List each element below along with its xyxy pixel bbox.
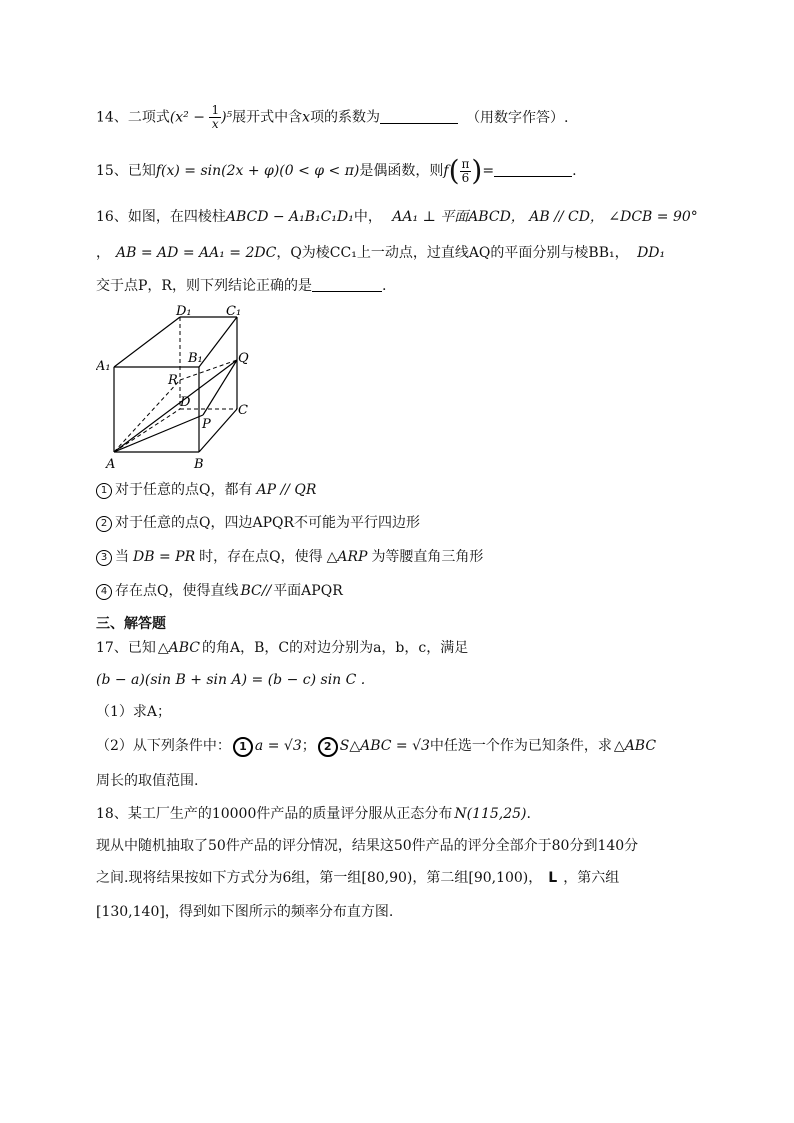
q16-option-2 [96,513,420,533]
option-mark-3: 3 [96,550,112,566]
q17-cond-mark-1: 1 [233,737,253,757]
q17-sep: ； [301,738,316,754]
option-1-text: 对于任意的点Q，都有 [115,482,253,498]
label-B1: B₁ [188,351,203,366]
q14-frac-den: x [211,117,219,131]
label-B: B [194,457,204,472]
q16-l3-end: . [381,278,387,294]
q15-end: . [572,163,577,179]
q18-line-1 [96,804,531,824]
q18-l3-c: ，第六组 [563,870,620,886]
q18-l3-b: L [548,870,558,886]
q14-fraction [209,104,221,131]
q17-line-2 [96,670,365,690]
option-3-text: 当 [115,549,129,565]
q18-line-2 [96,836,638,856]
q17-line-1 [96,638,468,658]
q16-l1-c: 中， [353,209,382,225]
q16-answer-blank[interactable] [312,277,382,292]
label-A: A [106,457,116,472]
q14-frac-num: 1 [211,103,220,117]
q16-l2-c: ， [276,245,291,261]
q16-option-3 [96,547,483,567]
q17-cond-1: a = √3 [254,738,302,754]
q16-option-4 [96,581,343,601]
label-A1: A₁ [96,359,111,374]
option-3-text2: 时，存在点Q，使得 [199,549,323,565]
q14-number: 14、 [96,109,128,126]
q15-number: 15、 [96,163,128,179]
q17-part2-b: 中任选一个作为已知条件，求 [429,738,612,754]
option-mark-1: 1 [96,483,112,499]
q15-func: f(x) = sin(2x + φ)(0 < φ < π) [155,163,360,179]
option-3-math: DB = PR [133,549,196,565]
section-heading: 三、解答题 [96,616,166,632]
q18-l3-a: 之间.现将结果按如下方式分为6组，第一组[80,90)，第二组[90,100)， [96,870,543,886]
q14-post: 项的系数为 [310,109,381,126]
q16-l1-f: ∠DCB = 90° [608,209,698,225]
q18-l2: 现从中随机抽取了50件产品的评分情况，结果这50件产品的评分全部介于80分到140分 [96,838,639,854]
q14-prefix: 二项式 [127,109,170,126]
q15-frac-den: 6 [461,170,470,185]
option-mark-4: 4 [96,584,112,600]
edge-B1C1 [199,317,237,367]
q14-mid: 展开式中含 [232,109,303,126]
option-4-text2: 平面APQR [273,583,343,599]
q18-line-3 [96,868,619,888]
q16-l1-e: AB // CD， [529,209,604,225]
q14-var: x [302,109,311,126]
q16-l1-a: 16、如图，在四棱柱 [96,209,226,225]
q15-answer-blank[interactable] [494,162,572,177]
q16-l2-b: AB = AD = AA₁ = 2DC [116,245,277,261]
q17-line-last [96,771,198,791]
option-3-math2: △ARP [326,549,368,565]
q15-paren-left: ( [448,154,460,187]
q15-mid: 是偶函数，则 [359,163,444,179]
q14-expr-exp: )⁵ [221,109,233,126]
label-P: P [202,417,211,432]
q14-answer-blank[interactable] [380,109,458,124]
q15-paren-right: ) [471,154,483,187]
q17-cond-2: S△ABC = √3 [339,738,430,754]
q16-l2-a: ， [96,245,110,261]
q14-tail: （用数字作答）. [466,109,569,126]
edge-A1D1 [114,317,180,367]
option-3-text3: 为等腰直角三角形 [371,549,484,565]
label-D: D [180,395,191,410]
q17-l1-b: △ABC [157,640,200,656]
q16-l3-a: 交于点P，R，则下列结论正确的是 [96,278,312,294]
option-1-math: AP // QR [256,482,317,498]
prism-figure [96,302,266,474]
q15-eq: = [482,163,495,179]
q17-part-2 [96,736,656,757]
question-14 [96,104,569,131]
segment-AP [114,415,203,452]
q16-l2-e: DD₁ [637,245,666,261]
q17-last-text: 周长的取值范围. [96,773,199,789]
q18-line-4 [96,902,393,922]
q17-part1-text: （1）求A； [96,704,172,720]
q18-l1-b: N(115,25) [454,806,527,822]
q17-part2-a: （2）从下列条件中： [96,738,231,754]
label-R: R [168,373,178,388]
q15-prefix: 已知 [127,163,156,179]
q16-l2-d: Q为棱CC₁上一动点，过直线AQ的平面分别与棱BB₁， [290,245,629,261]
q15-f: f [443,163,449,179]
label-D1: D₁ [176,304,192,319]
q18-l1-c: . [526,806,531,822]
option-mark-2: 2 [96,516,112,532]
q15-frac-num: π [461,156,470,171]
q15-fraction [460,158,472,185]
option-4-text: 存在点Q，使得直线 [115,583,239,599]
segment-PQ [203,360,237,415]
label-C: C [238,403,248,418]
q16-line-3 [96,276,386,296]
q17-cond-mark-2: 2 [318,737,338,757]
q14-expr-base: (x² − [169,109,210,126]
label-C1: C₁ [226,304,242,319]
q17-l1-c: 的角A，B，C的对边分别为a，b，c，满足 [201,640,469,656]
q16-line-1 [96,207,698,227]
q17-equation: (b − a)(sin B + sin A) = (b − c) sin C . [96,672,366,688]
label-Q: Q [238,351,249,366]
q17-part2-m3: △ABC [613,738,657,754]
q16-l1-b: ABCD − A₁B₁C₁D₁ [225,209,354,225]
q17-part-1 [96,702,171,722]
q16-l1-d: AA₁ ⊥ 平面ABCD， [392,209,525,225]
q16-line-2 [96,243,665,263]
option-4-math: BC// [240,583,272,599]
option-2-text: 对于任意的点Q，四边APQR不可能为平行四边形 [115,515,421,531]
question-15 [96,154,577,187]
q18-l1-a: 18、某工厂生产的10000件产品的质量评分服从正态分布 [96,806,453,822]
q18-l4: [130,140]，得到如下图所示的频率分布直方图. [96,904,394,920]
q16-option-1 [96,480,316,500]
q17-l1-a: 17、已知 [96,640,156,656]
